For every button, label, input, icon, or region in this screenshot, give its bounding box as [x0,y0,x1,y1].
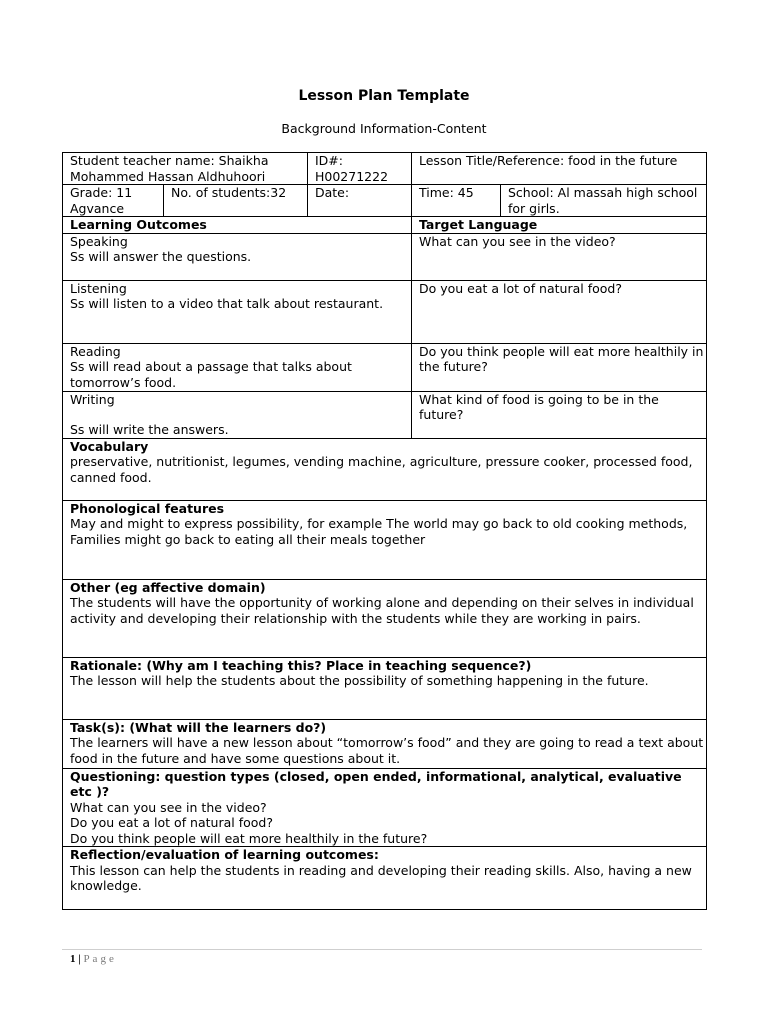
tasks-text: The learners will have a new lesson about “tomorrow’s food” and they are going to read a text about food in the future and have some questions about it. [70,735,704,766]
target-language-2: Do you eat a lot of natural food? [412,280,707,343]
page-separator: | [78,953,81,965]
speaking-cell [63,233,412,280]
document-title: Lesson Plan Template [298,88,470,104]
other-heading: Other (eg affective domain) [70,579,266,595]
target-language-heading: Target Language [412,217,707,234]
school-cell: School: Al massah high school for girls. [501,185,707,217]
questioning-q2: Do you eat a lot of natural food? [70,815,273,830]
time-cell: Time: 45 [412,185,501,217]
footer-divider [62,949,702,950]
id-cell: ID#: H00271222 [308,153,412,185]
learning-outcomes-heading: Learning Outcomes [63,217,412,234]
reading-label: Reading [70,343,121,359]
writing-text: Ss will write the answers. [70,422,229,437]
speaking-text: Ss will answer the questions. [70,249,252,264]
listening-text: Ss will listen to a video that talk about restaurant. [70,296,384,311]
document-subtitle: Background Information-Content [281,121,487,136]
tasks-heading: Task(s): (What will the learners do?) [70,719,327,735]
page-number: 1 [70,953,76,965]
writing-label: Writing [70,391,115,407]
questioning-q1: What can you see in the video? [70,799,267,815]
page-label: Page [83,953,117,965]
rationale-text: The lesson will help the students about the possibility of something happening in the future. [70,673,649,688]
phonological-cell [63,500,707,579]
page-footer [70,953,117,965]
target-language-4: What kind of food is going to be in the future? [412,391,707,438]
vocabulary-text: preservative, nutritionist, legumes, vending machine, agriculture, pressure cooker, processed food, canned food. [70,454,693,485]
lesson-title-cell: Lesson Title/Reference: food in the future [412,153,707,185]
student-teacher-cell: Student teacher name: Shaikha Mohammed Hassan Aldhuhoori [63,153,308,185]
other-cell [63,579,707,657]
target-language-3: Do you think people will eat more healthily in the future? [412,343,707,391]
listening-label: Listening [70,280,127,296]
rationale-heading: Rationale: (Why am I teaching this? Place in teaching sequence?) [70,657,532,673]
reflection-cell [63,847,707,910]
reflection-heading: Reflection/evaluation of learning outcomes: [70,847,379,862]
phonological-text: May and might to express possibility, for example The world may go back to old cooking methods, Families might go back to eating all their meals together [70,516,688,547]
rationale-cell [63,657,707,719]
listening-cell [63,280,412,343]
questioning-cell [63,768,707,847]
questioning-q3: Do you think people will eat more healthily in the future? [70,830,428,846]
other-text: The students will have the opportunity of working alone and depending on their selves in individual activity and developing their relationship with the students while they are working in pairs. [70,595,694,626]
lesson-plan-table [62,152,707,910]
grade-cell: Grade: 11 Agvance [63,185,164,217]
reading-text: Ss will read about a passage that talks about tomorrow’s food. [70,359,352,390]
reflection-text: This lesson can help the students in reading and developing their reading skills. Also, having a new knowledge. [70,862,692,893]
vocabulary-heading: Vocabulary [70,438,149,454]
questioning-heading: Questioning: question types (closed, open ended, informational, analytical, evaluative etc )? [70,768,682,799]
phonological-heading: Phonological features [70,500,225,516]
speaking-label: Speaking [70,233,128,249]
date-cell: Date: [308,185,412,217]
vocabulary-cell [63,438,707,500]
reading-cell [63,343,412,391]
writing-cell [63,391,412,438]
num-students-cell: No. of students:32 [164,185,308,217]
tasks-cell [63,719,707,768]
target-language-1: What can you see in the video? [412,233,707,280]
